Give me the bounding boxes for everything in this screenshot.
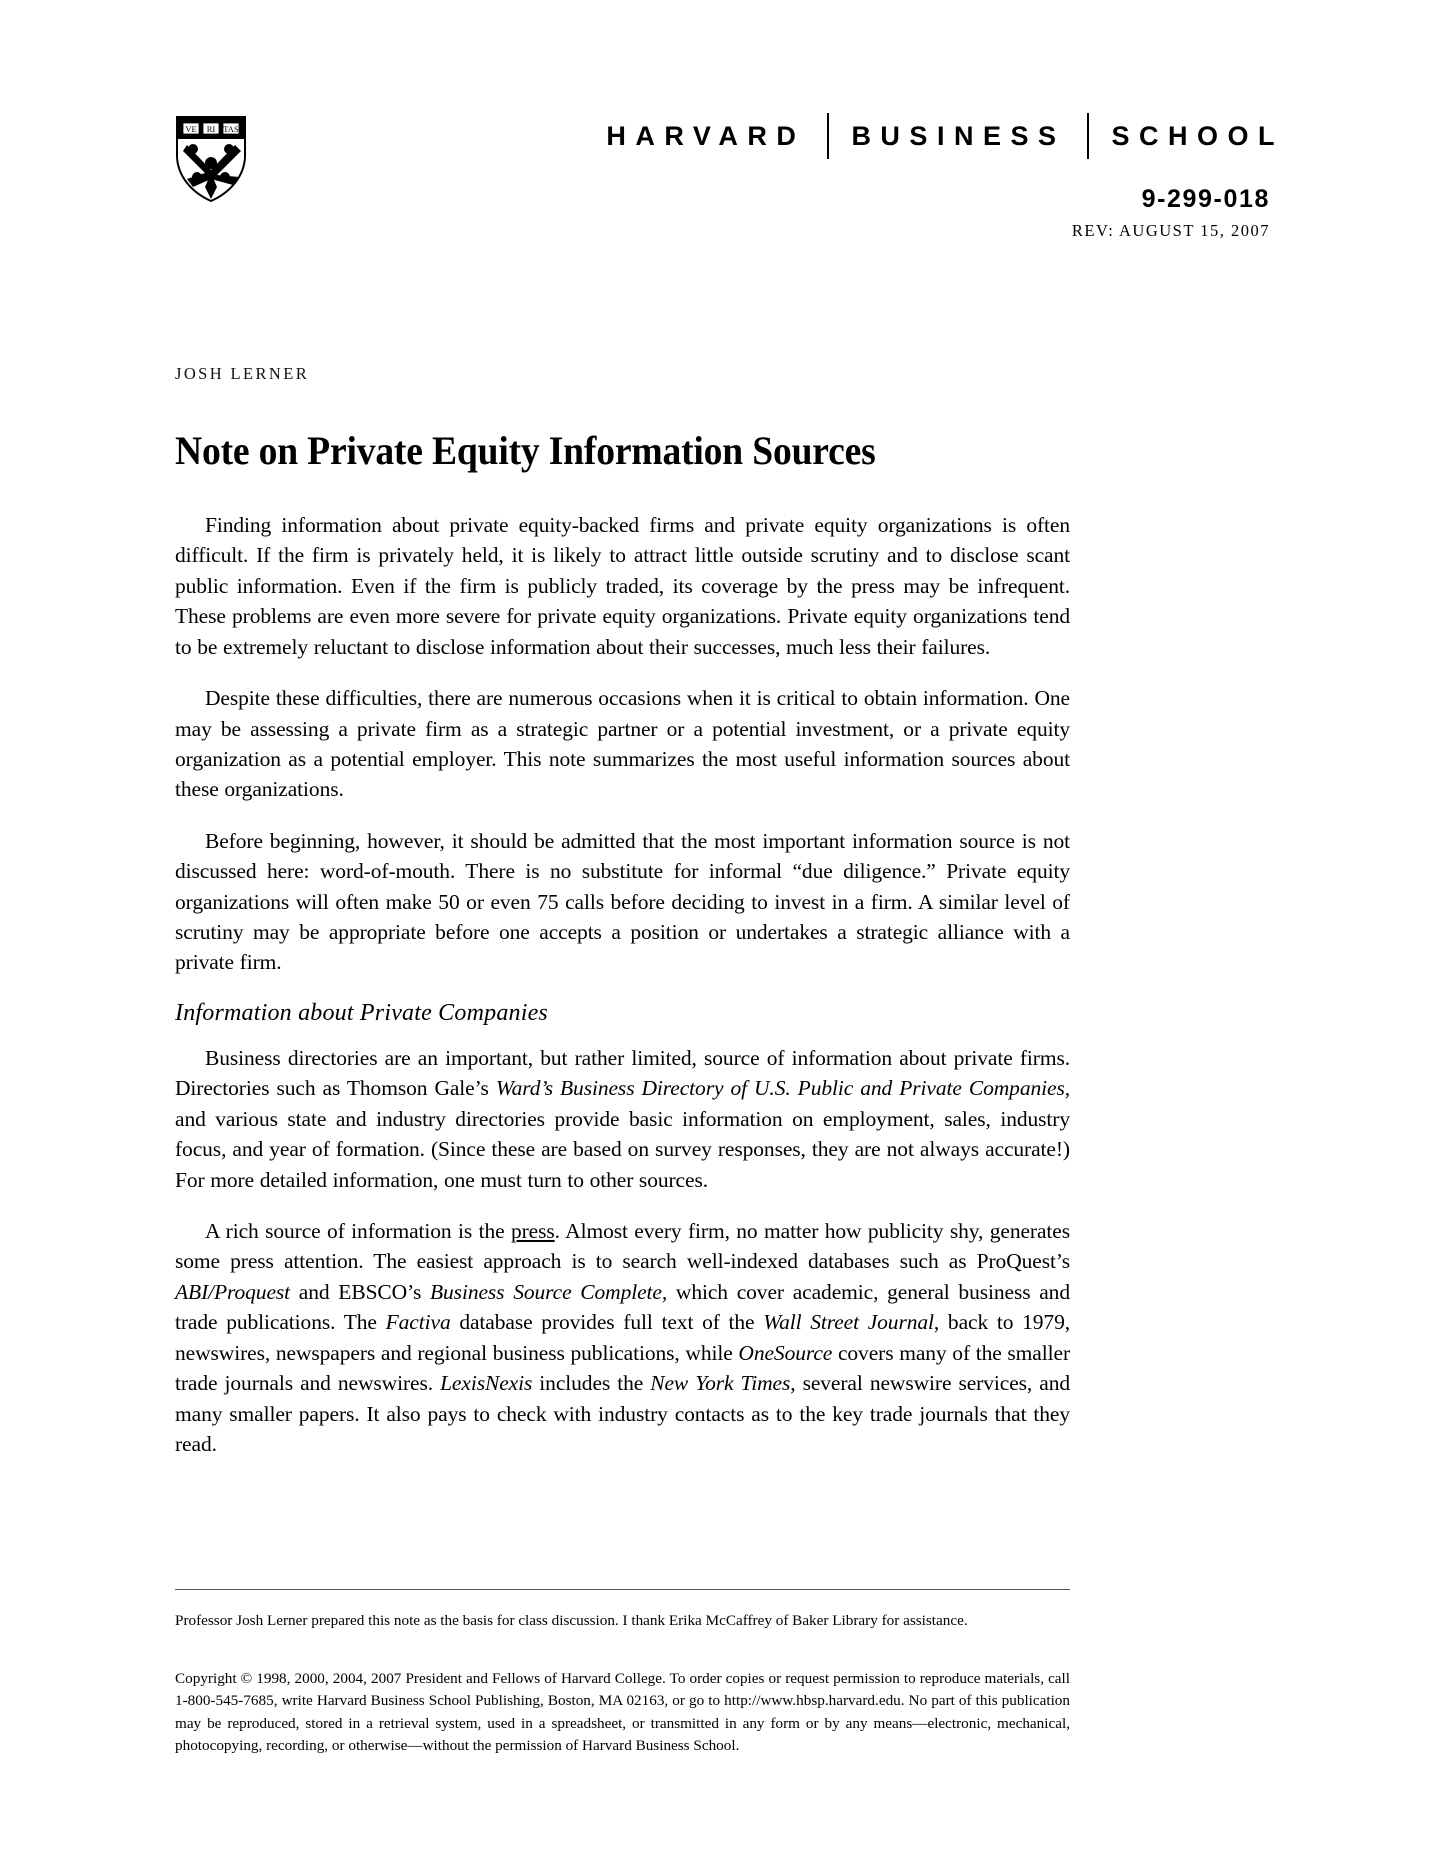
press-text-9: , several newswire services, and many smaller papers. It also pays to check with industry contacts as to the key trade journals that they read. — [175, 1371, 1070, 1456]
database-onesource: OneSource — [738, 1340, 833, 1365]
wordmark-divider-2 — [1087, 113, 1089, 159]
wordmark-school: SCHOOL — [1111, 120, 1284, 151]
case-number: 9-299-018 — [1141, 185, 1270, 213]
directories-text-2: , and various state and industry directories provide basic information on employment, sales, industry focus, and year of formation. (Since these are based on survey responses, they are not always accurate!) For more detailed information, one must turn to other sources. — [175, 1076, 1070, 1192]
copyright-text: Copyright © 1998, 2000, 2004, 2007 President and Fellows of Harvard College. To order copies or request permission to reproduce materials, call 1-800-545-7685, write Harvard Business School Publishing, Boston, MA 02163, or go to http://www.hbsp.harvard.edu. No part of this publication may be reproduced, stored in a retrieval system, used in a spreadsheet, or transmitted in any form or by any means—electronic, mechanical, photocopying, recording, or otherwise—without the permission of Harvard Business School. — [175, 1670, 1070, 1755]
directories-text-1: Business directories are an important, but rather limited, source of information about private firms. Directories such as Thomson Gale’s — [175, 1045, 1070, 1101]
press-text-8: includes the — [532, 1371, 651, 1396]
press-text-7: covers many of the smaller trade journals and newswires. — [175, 1340, 1070, 1396]
svg-text:TAS: TAS — [223, 124, 239, 134]
database-business-source-complete: Business Source Complete, — [430, 1279, 668, 1304]
database-abi-proquest: ABI/Proquest — [175, 1279, 291, 1304]
press-text-1: A rich source of information is the — [205, 1219, 511, 1244]
publication-wall-street-journal: Wall Street Journal — [763, 1310, 934, 1335]
directories-title-italic: Ward’s Business Directory of U.S. Public and Private Companies — [495, 1076, 1065, 1101]
paragraph-directories — [175, 1043, 1070, 1195]
page-title: Note on Private Equity Information Sources — [175, 428, 876, 473]
publication-new-york-times: New York Times — [650, 1371, 791, 1396]
paragraph-intro-1: Finding information about private equity-backed firms and private equity organizations is often difficult. If the firm is privately held, it is likely to attract little outside scrutiny and to disclose scant public information. Even if the firm is publicly traded, its coverage by the press may be infrequent. These problems are even more severe for private equity organizations. Private equity organizations tend to be extremely reluctant to disclose information about their successes, much less their failures. — [175, 513, 1070, 659]
press-text-5: database provides full text of the — [450, 1310, 764, 1335]
wordmark-harvard: HARVARD — [606, 120, 806, 151]
section-heading-private-companies: Information about Private Companies — [175, 999, 548, 1026]
press-keyword-underlined: press — [510, 1219, 555, 1244]
footnote-credit: Professor Josh Lerner prepared this note as the basis for class discussion. I thank Erika McCaffrey of Baker Library for assistance. — [175, 1612, 968, 1629]
wordmark-divider-1 — [827, 113, 829, 159]
paragraph-intro-2: Despite these difficulties, there are numerous occasions when it is critical to obtain information. One may be assessing a private firm as a strategic partner or a potential investment, or a private equity organization as a potential employer. This note summarizes the most useful information sources about these organizations. — [175, 686, 1070, 802]
author-name: JOSH LERNER — [175, 364, 310, 383]
hbs-wordmark — [400, 113, 1300, 159]
press-text-2: . Almost every firm, no matter how publicity shy, generates some press attention. The easiest approach is to search well-indexed databases such as ProQuest’s — [175, 1219, 1070, 1274]
page-header — [175, 105, 1284, 195]
svg-text:RI: RI — [206, 124, 216, 134]
case-identifier — [670, 186, 1270, 241]
case-revision-date: REV: AUGUST 15, 2007 — [1071, 221, 1270, 241]
document-body — [175, 510, 1070, 1480]
database-factiva: Factiva — [385, 1310, 451, 1335]
footnote-divider — [175, 1589, 1070, 1590]
copyright-notice — [175, 1668, 1070, 1757]
paragraph-intro-3: Before beginning, however, it should be admitted that the most important information source is not discussed here: word-of-mouth. There is no substitute for informal “due diligence.” Private equity organizations will often make 50 or even 75 calls before deciding to invest in a firm. A similar level of scrutiny may be appropriate before one accepts a position or undertakes a strategic alliance with a private firm. — [175, 828, 1070, 975]
harvard-shield-logo — [175, 115, 247, 203]
paragraph-press — [175, 1216, 1070, 1459]
svg-text:VE: VE — [185, 124, 197, 134]
press-text-3: and EBSCO’s — [290, 1279, 430, 1304]
wordmark-business: BUSINESS — [851, 120, 1066, 151]
press-text-6: , back to 1979, newswires, newspapers and regional business publications, while — [175, 1310, 1070, 1365]
shield-icon — [175, 115, 247, 203]
press-text-4: which cover academic, general business and trade publications. The — [175, 1279, 1070, 1335]
database-lexisnexis: LexisNexis — [440, 1371, 533, 1396]
